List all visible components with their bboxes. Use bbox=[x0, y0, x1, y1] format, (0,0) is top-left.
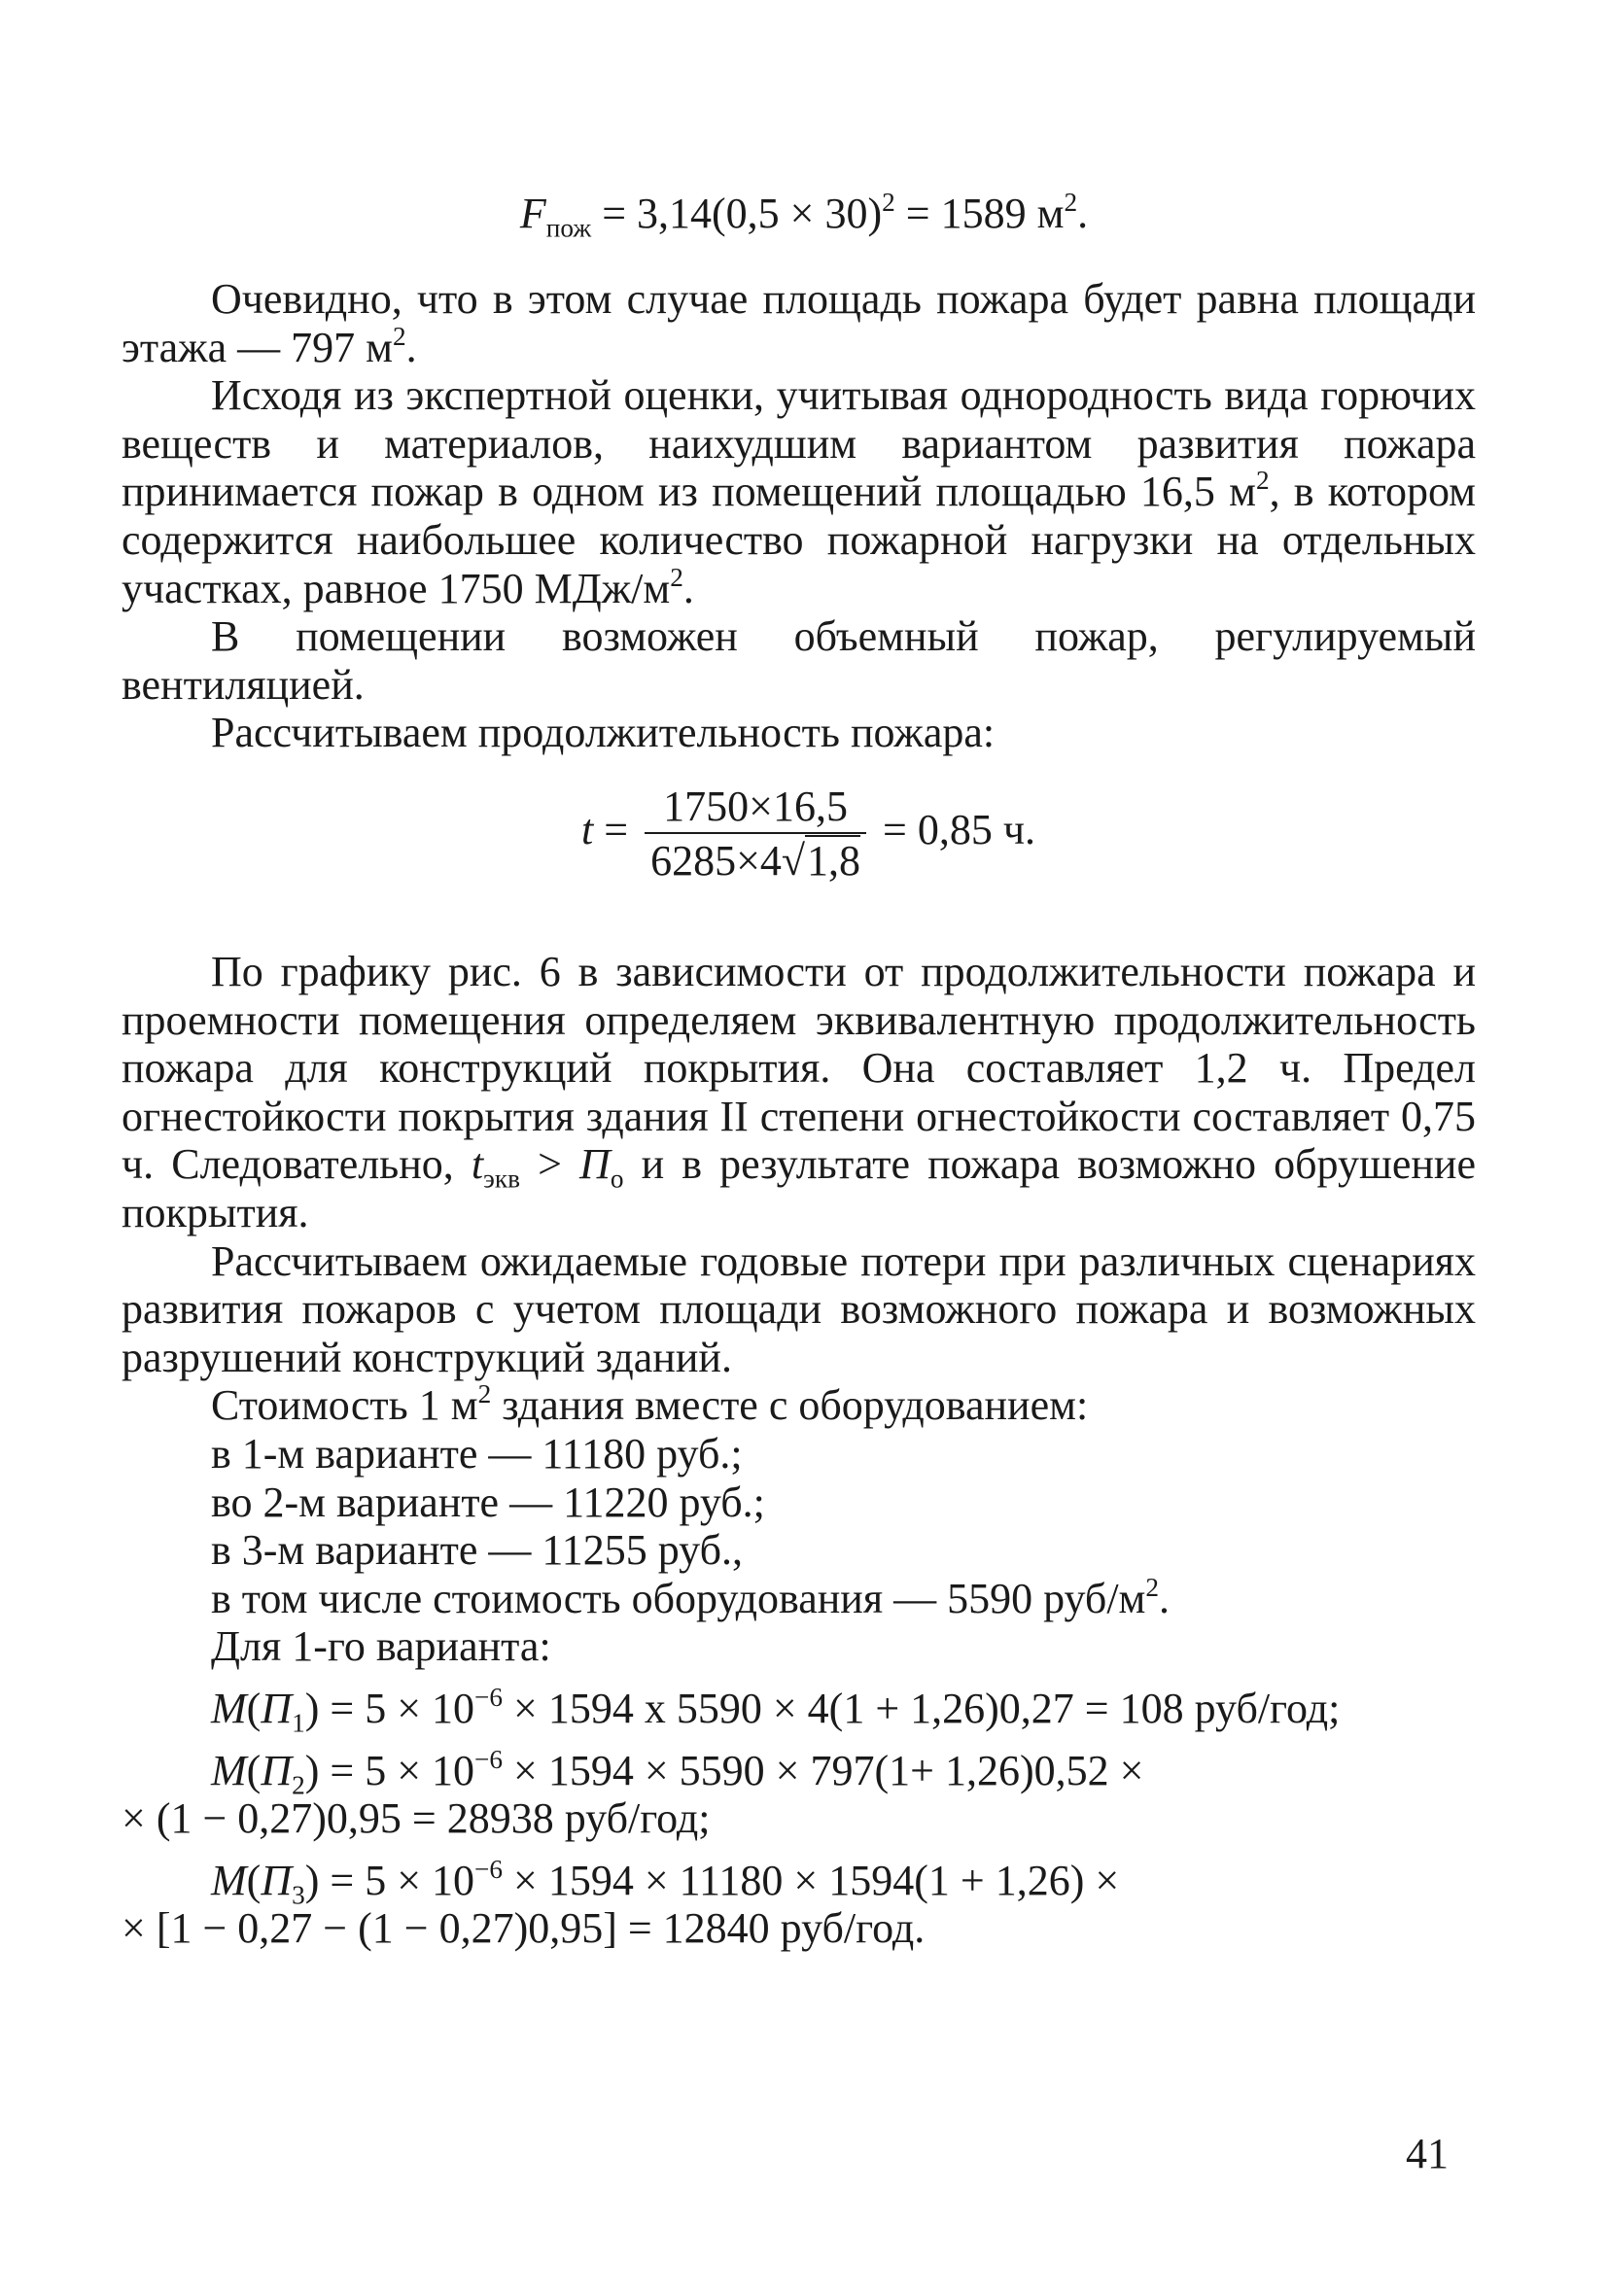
operator: > bbox=[519, 1140, 580, 1189]
exponent: −6 bbox=[474, 1744, 504, 1774]
symbol-p: П bbox=[261, 1684, 293, 1732]
paragraph-text: Исходя из экспертной оценки, учитывая однородность вида горючих веществ и материалов, наихудшим вариантом развития пожара принимается пожар в одном из помещений площадью 16,5 м bbox=[122, 371, 1476, 516]
exponent: −6 bbox=[474, 1683, 504, 1712]
fraction-numerator: 1750×16,5 bbox=[645, 785, 866, 834]
equation-m3-continued: × [1 − 0,27 − (1 − 0,27)0,95] = 12840 руб/год. bbox=[122, 1904, 926, 1953]
paragraph-floor-area bbox=[122, 275, 1476, 371]
equation-text: = 5 × 10 bbox=[319, 1746, 475, 1794]
fire-duration-formula bbox=[581, 785, 1035, 883]
superscript: 2 bbox=[477, 1379, 492, 1409]
subscript: о bbox=[610, 1164, 624, 1194]
superscript: 2 bbox=[670, 562, 683, 592]
equation-m2: $M(П_2) = 5 \times 10^{-6} \times 1594 \times 5590 \times 797(1+ 1,26)0,52$ × bbox=[211, 1744, 1144, 1800]
paragraph-text: . bbox=[682, 564, 694, 612]
formula-symbol: t bbox=[581, 806, 594, 854]
variant-2-cost: во 2-м варианте — 11220 руб.; bbox=[211, 1478, 765, 1526]
denominator-text: 6285×4 bbox=[650, 837, 782, 885]
equation-text: = 5 × 10 bbox=[319, 1856, 475, 1904]
text-block-upper bbox=[122, 275, 1476, 757]
equation-text: = 5 × 10 bbox=[319, 1684, 475, 1732]
fraction bbox=[645, 785, 866, 883]
formula-expression: = 3,14(0,5 × 30) bbox=[591, 190, 883, 237]
superscript: 2 bbox=[1255, 466, 1270, 496]
paragraph-duration-intro: Рассчитываем продолжительность пожара: bbox=[211, 709, 996, 757]
subscript: 3 bbox=[292, 1880, 305, 1910]
page-number: 41 bbox=[1406, 2130, 1449, 2177]
formula-tail: . bbox=[1077, 190, 1089, 237]
superscript: 2 bbox=[392, 321, 406, 351]
fire-area-formula bbox=[0, 188, 1608, 243]
paragraph-text: По графику рис. 6 в зависимости от продолжительности пожара и проемности помещения определяем эквивалентную продолжительность пожара для конструкций покрытия. Она составляет 1,2 ч. Предел огнестойкости покрытия здания II степени огнестойкости составляет 0,75 ч. Следовательно, bbox=[122, 948, 1476, 1189]
paragraph-text: Очевидно, что в этом случае площадь пожара будет равна площади этажа — 797 м bbox=[122, 275, 1476, 371]
symbol-p: П bbox=[261, 1856, 293, 1904]
paragraph-text: и в результате пожара возможно обрушение покрытия. bbox=[122, 1140, 1476, 1236]
fraction-denominator bbox=[645, 834, 866, 883]
subscript: экв bbox=[483, 1164, 520, 1194]
symbol-m: M bbox=[211, 1746, 247, 1794]
paragraph-expert-assessment bbox=[122, 371, 1476, 612]
formula-result: = 0,85 ч. bbox=[872, 806, 1035, 854]
paragraph-equivalent-duration bbox=[122, 948, 1476, 1237]
paragraph-text: , в котором содержится наибольшее количество пожарной нагрузки на отдельных участках, равное 1750 МДж/м bbox=[122, 468, 1476, 612]
subscript: 1 bbox=[292, 1708, 305, 1738]
formula-result: = 1589 м bbox=[894, 190, 1065, 237]
equation-m1: $M(П_1) = 5 \times 10^{-6} \times 1594$ x 5590 × 4(1 + 1,26)0,27 = 108 руб/год; bbox=[211, 1683, 1341, 1738]
equation-text: × 1594 x 5590 × 4(1 + 1,26)0,27 = 108 руб/год; bbox=[503, 1684, 1341, 1732]
sqrt-sign: √ bbox=[781, 837, 806, 885]
variant-1-cost: в 1-м варианте — 11180 руб.; bbox=[211, 1429, 743, 1478]
equation-m2-continued: × (1 − 0,27)0,95 = 28938 руб/год; bbox=[122, 1794, 711, 1843]
formula-subscript: пож bbox=[545, 213, 592, 243]
line-text: Стоимость 1 м bbox=[211, 1381, 478, 1430]
equation-m3: $M(П_3) = 5 \times 10^{-6} \times 1594 \times 11180 \times 1594(1 + 1,26)$ × bbox=[211, 1854, 1120, 1910]
line-text: . bbox=[1159, 1574, 1171, 1622]
cost-intro bbox=[122, 1381, 1476, 1430]
subscript: 2 bbox=[292, 1770, 305, 1800]
symbol-p: П bbox=[579, 1140, 611, 1189]
line-text: здания вместе с оборудованием: bbox=[491, 1381, 1089, 1430]
formula-equals: = bbox=[593, 806, 640, 854]
equation-text: × 1594 × 5590 × 797(1+ 1,26)0,52 × bbox=[503, 1746, 1144, 1794]
formula-symbol: F bbox=[519, 190, 546, 237]
text-block-lower bbox=[122, 948, 1476, 1953]
equation-text: × 1594 × 11180 × 1594(1 + 1,26) × bbox=[503, 1856, 1120, 1904]
variant-3-cost: в 3-м варианте — 11255 руб., bbox=[211, 1526, 743, 1575]
symbol-m: M bbox=[211, 1856, 247, 1904]
symbol-t: t bbox=[471, 1140, 484, 1189]
formula-unit-exponent: 2 bbox=[1064, 188, 1078, 218]
equipment-cost bbox=[122, 1572, 1476, 1623]
paragraph-annual-losses: Рассчитываем ожидаемые годовые потери при различных сценариях развития пожаров с учетом площади возможного пожара и возможных разрушений конструкций зданий. bbox=[122, 1236, 1476, 1381]
symbol-p: П bbox=[261, 1746, 293, 1794]
variant-1-heading: Для 1-го варианта: bbox=[211, 1622, 551, 1671]
paragraph-text: . bbox=[405, 323, 417, 371]
sqrt-radicand: 1,8 bbox=[807, 837, 861, 885]
line-text: в том числе стоимость оборудования — 5590 руб/м bbox=[211, 1574, 1146, 1622]
superscript: 2 bbox=[1145, 1572, 1160, 1602]
exponent: −6 bbox=[474, 1854, 504, 1884]
paragraph-volume-fire: В помещении возможен объемный пожар, регулируемый вентиляцией. bbox=[122, 612, 1476, 709]
symbol-m: M bbox=[211, 1684, 247, 1732]
formula-exponent: 2 bbox=[882, 188, 895, 218]
